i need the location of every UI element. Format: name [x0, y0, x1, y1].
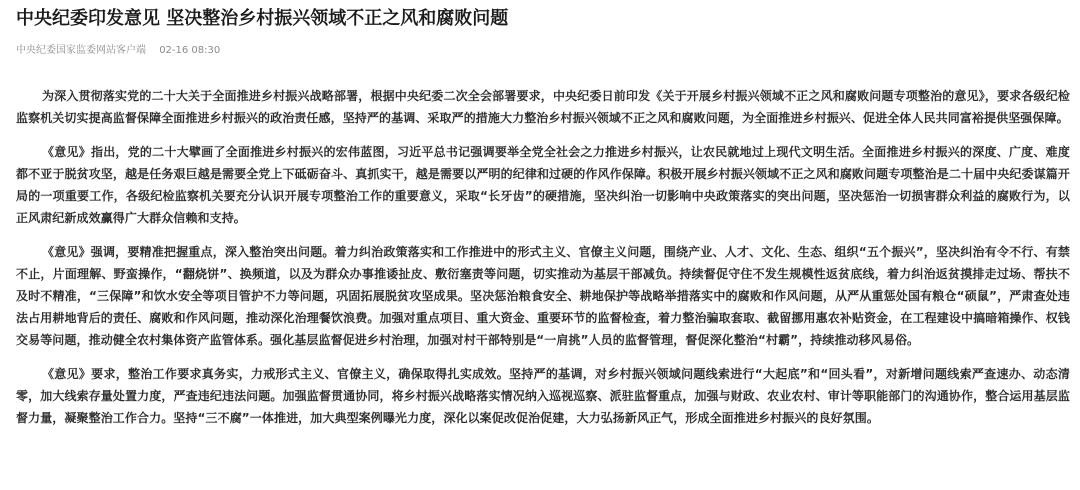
article-source[interactable]: 中央纪委国家监委网站客户端 [16, 45, 146, 56]
article [16, 0, 1070, 441]
article-paragraph-2: 《意见》指出，党的二十大擘画了全面推进乡村振兴的宏伟蓝图，习近平总书记强调要举全党全社会之力推进乡村振兴，让农民就地过上现代文明生活。全面推进乡村振兴的深度、广度、难度都不亚于脱贫攻坚，越是任务艰巨越是需要全党上下砥砺奋斗、真抓实干，越是需要以严明的纪律和过硬的作风作保障。积极开展乡村振兴领域不正之风和腐败问题专项整治是二十届中央纪委谋篇开局的一项重要工作，各级纪检监察机关要充分认识开展专项整治工作的重要意义，采取“长牙齿”的硬措施，坚决纠治一切影响中央政策落实的突出问题，坚决惩治一切损害群众利益的腐败行为，以正风肃纪新成效赢得广大群众信赖和支持。 [16, 145, 1070, 225]
article-paragraph-3: 《意见》强调，要精准把握重点，深入整治突出问题。着力纠治政策落实和工作推进中的形式主义、官僚主义问题，围绕产业、人才、文化、生态、组织“五个振兴”，坚决纠治有令不行、有禁不止，片面理解、野蛮操作，“翻烧饼”、换频道，以及为群众办事推诿扯皮、敷衍塞责等问题，切实推动为基层干部减负。持续督促守住不发生规模性返贫底线，着力纠治返贫摸排走过场、帮扶不及时不精准，“三保障”和饮水安全等项目管护不力等问题，巩固拓展脱贫攻坚成果。坚决惩治粮食安全、耕地保护等战略举措落实中的腐败和作风问题，从严从重惩处国有粮仓“硕鼠”，严肃查处违法占用耕地背后的责任、腐败和作风问题，推动深化治理餐饮浪费。加强对重点项目、重大资金、重要环节的监督检查，着力整治骗取套取、截留挪用惠农补贴资金，在工程建设中搞暗箱操作、权钱交易等问题，推动健全农村集体资产监管体系。强化基层监督促进乡村治理，加强对村干部特别是“一肩挑”人员的监督管理，督促深化整治“村霸”，持续推动移风易俗。 [16, 245, 1070, 347]
article-paragraph-4: 《意见》要求，整治工作要求真务实，力戒形式主义、官僚主义，确保取得扎实成效。坚持严的基调，对乡村振兴领域问题线索进行“大起底”和“回头看”，对新增问题线索严查速办、动态清零，加大线索存量处置力度，严查违纪违法问题。加强监督贯通协同，将乡村振兴战略落实情况纳入巡视巡察、派驻监督重点，加强与财政、农业农村、审计等职能部门的沟通协作，整合运用基层监督力量，凝聚整治工作合力。坚持“三不腐”一体推进，加大典型案例曝光力度，深化以案促改促治促建，大力弘扬新风正气，形成全面推进乡村振兴的良好氛围。 [16, 367, 1070, 425]
article-timestamp: 02-16 08:30 [159, 45, 221, 56]
article-title: 中央纪委印发意见 坚决整治乡村振兴领域不正之风和腐败问题 [16, 8, 509, 29]
article-body [16, 85, 1070, 429]
article-paragraph-1: 为深入贯彻落实党的二十大关于全面推进乡村振兴战略部署，根据中央纪委二次全会部署要求，中央纪委日前印发《关于开展乡村振兴领域不正之风和腐败问题专项整治的意见》，要求各级纪检监察机关切实提高监督保障全面推进乡村振兴的政治责任感，坚持严的基调、采取严的措施大力整治乡村振兴领域不正之风和腐败问题，为全面推进乡村振兴、促进全体人民共同富裕提供坚强保障。 [16, 89, 1070, 125]
article-meta [16, 45, 1070, 57]
